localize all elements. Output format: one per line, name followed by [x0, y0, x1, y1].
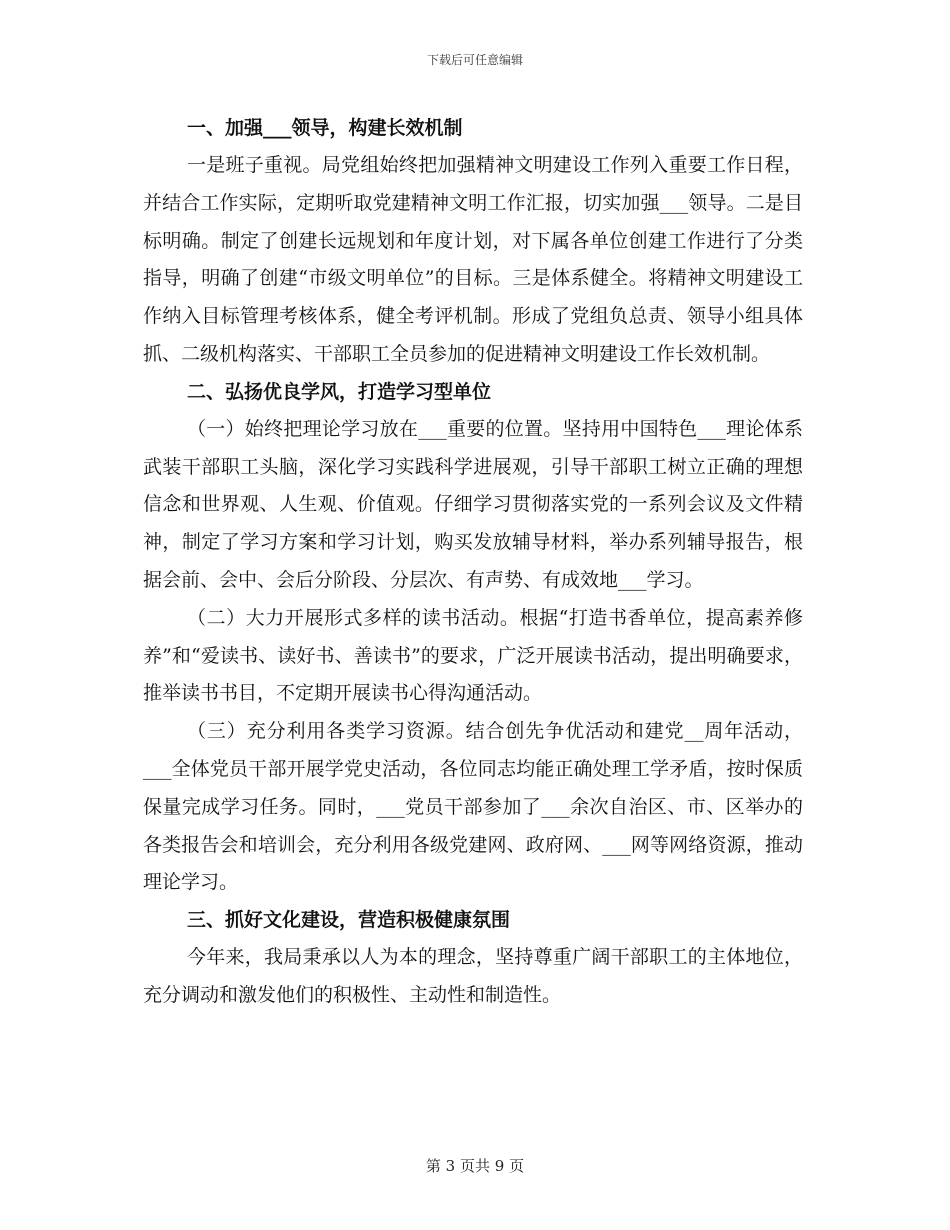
- body-paragraph: （三）充分利用各类学习资源。结合创先争优活动和建党__周年活动，___全体党员干部开展学党史活动，各位同志均能正确处理工学矛盾，按时保质保量完成学习任务。同时，___党员干部参加了___余次自治区、市、区举办的各类报告会和培训会，充分利用各级党建网、政府网、___网等网络资源，推动理论学习。: [143, 720, 803, 894]
- body-paragraph: （二）大力开展形式多样的读书活动。根据“打造书香单位，提高素养修养”和“爱读书、读好书、善读书”的要求，广泛开展读书活动，提出明确要求，推举读书书目，不定期开展读书心得沟通活动。: [143, 606, 803, 705]
- body-paragraph: （一）始终把理论学习放在___重要的位置。坚持用中国特色___理论体系武装干部职工头脑，深化学习实践科学进展观，引导干部职工树立正确的理想信念和世界观、人生观、价值观。仔细学习贯彻落实党的一系列会议及文件精神，制定了学习方案和学习计划，购买发放辅导材料，举办系列辅导报告，根据会前、会中、会后分阶段、分层次、有声势、有成效地___学习。: [143, 417, 803, 591]
- body-paragraph: 一是班子重视。局党组始终把加强精神文明建设工作列入重要工作日程，并结合工作实际，定期听取党建精神文明工作汇报，切实加强___领导。二是目标明确。制定了创建长远规划和年度计划，对下属各单位创建工作进行了分类指导，明确了创建“市级文明单位”的目标。三是体系健全。将精神文明建设工作纳入目标管理考核体系，健全考评机制。形成了党组负总责、领导小组具体抓、二级机构落实、干部职工全员参加的促进精神文明建设工作长效机制。: [143, 154, 803, 365]
- section-heading: 二、弘扬优良学风，打造学习型单位: [187, 380, 492, 403]
- section-heading: 一、加强___领导，构建长效机制: [187, 117, 463, 139]
- page-number-footer: 第 3 页共 9 页: [425, 1157, 525, 1175]
- document-body: [143, 110, 803, 1015]
- page-header: 下载后可任意编辑: [426, 53, 523, 67]
- body-paragraph: 今年来，我局秉承以人为本的理念，坚持尊重广阔干部职工的主体地位，充分调动和激发他们的积极性、主动性和制造性。: [143, 946, 803, 1006]
- section-heading: 三、抓好文化建设，营造积极健康氛围: [187, 909, 511, 932]
